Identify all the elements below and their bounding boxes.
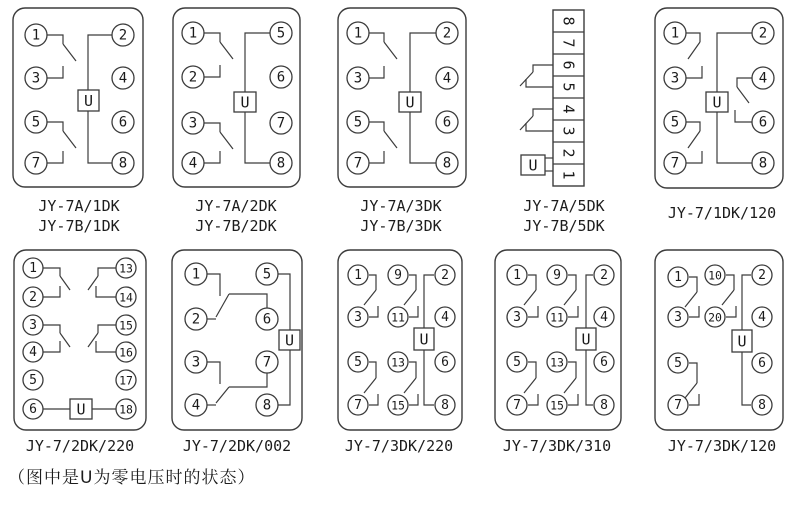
diagram-label-line1: JY-7/3DK/220 [344, 437, 454, 455]
wire [384, 131, 397, 148]
strip-terminal-number: 3 [559, 126, 578, 136]
terminal-number: 4 [442, 70, 452, 87]
terminal-number: 4 [191, 397, 201, 414]
terminal-number: 2 [600, 268, 608, 283]
terminal-number: 7 [276, 115, 286, 132]
coil-u-label: U [284, 331, 295, 350]
terminal-number: 3 [513, 310, 521, 325]
wire [568, 275, 576, 290]
terminal-number: 3 [670, 70, 680, 87]
wire [524, 290, 536, 305]
terminal-number: 6 [758, 356, 766, 371]
terminal-number: 7 [353, 155, 363, 172]
wire [526, 123, 553, 131]
wire [688, 42, 700, 59]
wire [96, 341, 116, 352]
terminal-number: 8 [600, 398, 608, 413]
terminal-number: 8 [118, 155, 128, 172]
wire [98, 325, 116, 333]
wire [216, 387, 229, 403]
wire [689, 363, 697, 383]
strip-terminal-number: 6 [559, 60, 578, 70]
diagram-jy-7-1dk-120-label [668, 203, 776, 223]
coil-u-label: U [581, 330, 591, 349]
terminal-number: 2 [441, 268, 449, 283]
terminal-number: 4 [29, 345, 37, 360]
diagram-label-line2: JY-7B/3DK [360, 217, 442, 235]
coil-u-label: U [405, 93, 415, 112]
terminal-number: 3 [191, 354, 201, 371]
diagram-jy-7-3dk-120-label [668, 436, 776, 456]
wire [369, 151, 384, 163]
terminal-number: 10 [708, 268, 722, 283]
diagram-label-line1: JY-7/1DK/120 [667, 204, 777, 222]
terminal-number: 4 [118, 70, 128, 87]
terminal-number: 8 [276, 155, 286, 172]
coil-u-label: U [76, 400, 86, 419]
wire [47, 122, 63, 131]
wire [409, 362, 416, 378]
diagram-jy-7a-3dk-label [360, 196, 441, 236]
wire [528, 306, 538, 317]
wire [369, 275, 376, 290]
diagram-label-line1: JY-7/3DK/120 [667, 437, 777, 455]
wire [369, 66, 384, 78]
wire [207, 274, 220, 296]
strip-terminal-number: 8 [559, 16, 578, 26]
terminal-number: 4 [758, 310, 766, 325]
wire [47, 66, 63, 78]
coil-u-label: U [419, 330, 429, 349]
wire [60, 276, 70, 290]
terminal-number: 9 [553, 268, 561, 283]
wire [204, 151, 220, 163]
diagram-label-line1: JY-7/2DK/220 [25, 437, 135, 455]
diagram-jy-7-3dk-310-label [503, 436, 611, 456]
terminal-number: 6 [600, 355, 608, 370]
terminal-number: 16 [119, 345, 133, 360]
wire [369, 394, 378, 405]
terminal-number: 8 [758, 398, 766, 413]
terminal-number: 6 [262, 311, 272, 328]
terminal-number: 5 [513, 355, 521, 370]
terminal-number: 1 [353, 25, 363, 42]
wire [204, 123, 220, 132]
wire [409, 394, 418, 405]
terminal-number: 15 [391, 398, 405, 413]
terminal-number: 2 [188, 69, 198, 86]
wire [43, 286, 60, 297]
terminal-number: 3 [29, 318, 37, 333]
wire [524, 378, 536, 393]
wire [47, 151, 63, 163]
wire [689, 277, 697, 292]
terminal-number: 18 [119, 402, 133, 417]
terminal-number: 5 [674, 356, 682, 371]
wire [685, 383, 697, 398]
wire [526, 79, 553, 87]
terminal-number: 3 [674, 310, 682, 325]
coil-u-label: U [240, 93, 250, 112]
note-text: （图中是U为零电压时的状态） [8, 468, 256, 488]
diagram-label-line2: JY-7B/5DK [523, 217, 605, 235]
wire [688, 131, 700, 148]
wire [737, 78, 752, 87]
diagram-jy-7a-3dk [338, 8, 466, 187]
wire [98, 268, 116, 276]
wire [686, 151, 702, 163]
wire [60, 333, 70, 347]
coil-u-label: U [528, 156, 538, 175]
diagram-jy-7a-1dk [13, 8, 143, 187]
wire [43, 268, 60, 276]
terminal-number: 4 [441, 310, 449, 325]
terminal-number: 1 [188, 25, 198, 42]
terminal-number: 7 [262, 354, 272, 371]
terminal-number: 5 [354, 355, 362, 370]
terminal-number: 7 [31, 155, 41, 172]
terminal-number: 8 [262, 397, 272, 414]
wire [96, 286, 116, 297]
wire [63, 44, 76, 61]
terminal-number: 1 [674, 270, 682, 285]
wire [409, 306, 418, 317]
diagram-jy-7a-2dk [173, 8, 300, 187]
diagram-label-line1: JY-7A/5DK [523, 197, 605, 215]
wire [735, 110, 752, 122]
terminal-number: 4 [188, 155, 198, 172]
terminal-number: 8 [441, 398, 449, 413]
wire [364, 290, 376, 305]
wire [220, 42, 233, 59]
wire [689, 306, 699, 317]
diagram-label-line1: JY-7/2DK/002 [182, 437, 292, 455]
diagram-label-line1: JY-7/3DK/310 [502, 437, 612, 455]
wire [47, 35, 63, 44]
wire [384, 42, 397, 59]
wire [568, 394, 578, 405]
terminal-number: 5 [276, 25, 286, 42]
terminal-number: 1 [191, 266, 201, 283]
terminal-number: 1 [670, 25, 680, 42]
wire [216, 294, 229, 317]
strip-terminal-number: 5 [559, 82, 578, 92]
terminal-number: 8 [442, 155, 452, 172]
diagram-label-line1: JY-7A/2DK [195, 197, 277, 215]
wire [528, 362, 536, 378]
wire [207, 362, 220, 384]
diagram-jy-7-3dk-220-label [345, 436, 453, 456]
diagram-jy-7-2dk-220-label [26, 436, 134, 456]
terminal-number: 1 [513, 268, 521, 283]
terminal-number: 5 [353, 114, 363, 131]
terminal-number: 17 [119, 373, 133, 388]
diagram-jy-7a-2dk-label [195, 196, 276, 236]
terminal-number: 5 [31, 114, 41, 131]
wire [533, 65, 553, 72]
wire [564, 378, 576, 393]
strip-terminal-number: 4 [559, 104, 578, 114]
terminal-number: 1 [354, 268, 362, 283]
wire [229, 294, 267, 308]
diagram-label-line2: JY-7B/2DK [195, 217, 277, 235]
wire [204, 65, 220, 77]
terminal-number: 6 [118, 114, 128, 131]
coil-u-label: U [83, 92, 94, 110]
diagram-jy-7-3dk-120 [655, 250, 783, 430]
wire [63, 131, 76, 148]
wire [689, 394, 699, 405]
wire [204, 33, 220, 42]
terminal-number: 5 [262, 266, 272, 283]
wire [43, 341, 60, 352]
diagram-label-line2: JY-7B/1DK [38, 217, 120, 235]
wire [564, 290, 576, 305]
wire [726, 306, 736, 317]
terminal-number: 6 [442, 114, 452, 131]
terminal-number: 6 [276, 69, 286, 86]
wire [229, 373, 267, 387]
terminal-number: 13 [391, 355, 405, 370]
terminal-number: 7 [354, 398, 362, 413]
diagram-jy-7a-5dk [520, 10, 584, 186]
terminal-number: 3 [188, 115, 198, 132]
wire [528, 394, 538, 405]
wire [404, 290, 416, 305]
diagram-jy-7-3dk-220 [338, 250, 462, 430]
wire [737, 87, 749, 103]
terminal-number: 2 [758, 268, 766, 283]
terminal-number: 15 [550, 398, 564, 413]
terminal-number: 2 [758, 25, 768, 42]
diagram-jy-7-2dk-002-label [183, 436, 291, 456]
diagram-jy-7a-5dk-label [523, 196, 604, 236]
diagram-label-line1: JY-7A/3DK [360, 197, 442, 215]
terminal-number: 2 [442, 25, 452, 42]
terminal-number: 2 [29, 290, 37, 305]
terminal-number: 5 [29, 373, 37, 388]
terminal-number: 6 [29, 402, 37, 417]
wire [364, 378, 376, 393]
wire [528, 275, 536, 290]
strip-terminal-number: 7 [559, 38, 578, 48]
wire [369, 122, 384, 131]
wire [409, 275, 416, 290]
diagram-jy-7-1dk-120 [655, 8, 783, 188]
diagram-jy-7-2dk-220 [14, 250, 146, 430]
wire [686, 33, 700, 42]
wire [404, 378, 416, 393]
terminal-number: 11 [391, 310, 405, 325]
terminal-number: 5 [670, 114, 680, 131]
terminal-number: 20 [708, 310, 722, 325]
wire [568, 362, 576, 378]
wire [568, 306, 578, 317]
wire [726, 275, 734, 290]
wire [369, 362, 376, 378]
coil-u-label: U [712, 93, 722, 112]
terminal-number: 1 [31, 27, 41, 44]
terminal-number: 13 [550, 355, 564, 370]
terminal-number: 9 [394, 268, 402, 283]
wire [533, 109, 553, 116]
wire [220, 132, 233, 149]
diagram-jy-7-2dk-002 [172, 250, 302, 430]
terminal-number: 7 [513, 398, 521, 413]
terminal-number: 4 [758, 70, 768, 87]
terminal-number: 6 [758, 114, 768, 131]
wire [686, 122, 700, 131]
strip-terminal-number: 2 [559, 148, 578, 158]
diagram-label-line1: JY-7A/1DK [38, 197, 120, 215]
terminal-number: 2 [191, 311, 201, 328]
terminal-number: 3 [354, 310, 362, 325]
wire [686, 66, 702, 78]
strip-terminal-number: 1 [559, 170, 578, 180]
wire [43, 325, 60, 333]
terminal-number: 7 [674, 398, 682, 413]
terminal-number: 3 [31, 70, 41, 87]
wire [722, 290, 734, 305]
diagram-jy-7a-1dk-label [38, 196, 119, 236]
terminal-number: 3 [353, 70, 363, 87]
terminal-number: 7 [670, 155, 680, 172]
terminal-number: 14 [119, 290, 133, 305]
terminal-number: 1 [29, 261, 37, 276]
terminal-number: 4 [600, 310, 608, 325]
diagram-jy-7-3dk-310 [495, 250, 621, 430]
terminal-number: 8 [758, 155, 768, 172]
terminal-number: 15 [119, 318, 133, 333]
wire [369, 306, 378, 317]
terminal-number: 11 [550, 310, 564, 325]
terminal-number: 2 [118, 27, 128, 44]
wire [685, 292, 697, 307]
terminal-number: 6 [441, 355, 449, 370]
wire [369, 33, 384, 42]
terminal-number: 13 [119, 261, 133, 276]
coil-u-label: U [737, 332, 747, 351]
